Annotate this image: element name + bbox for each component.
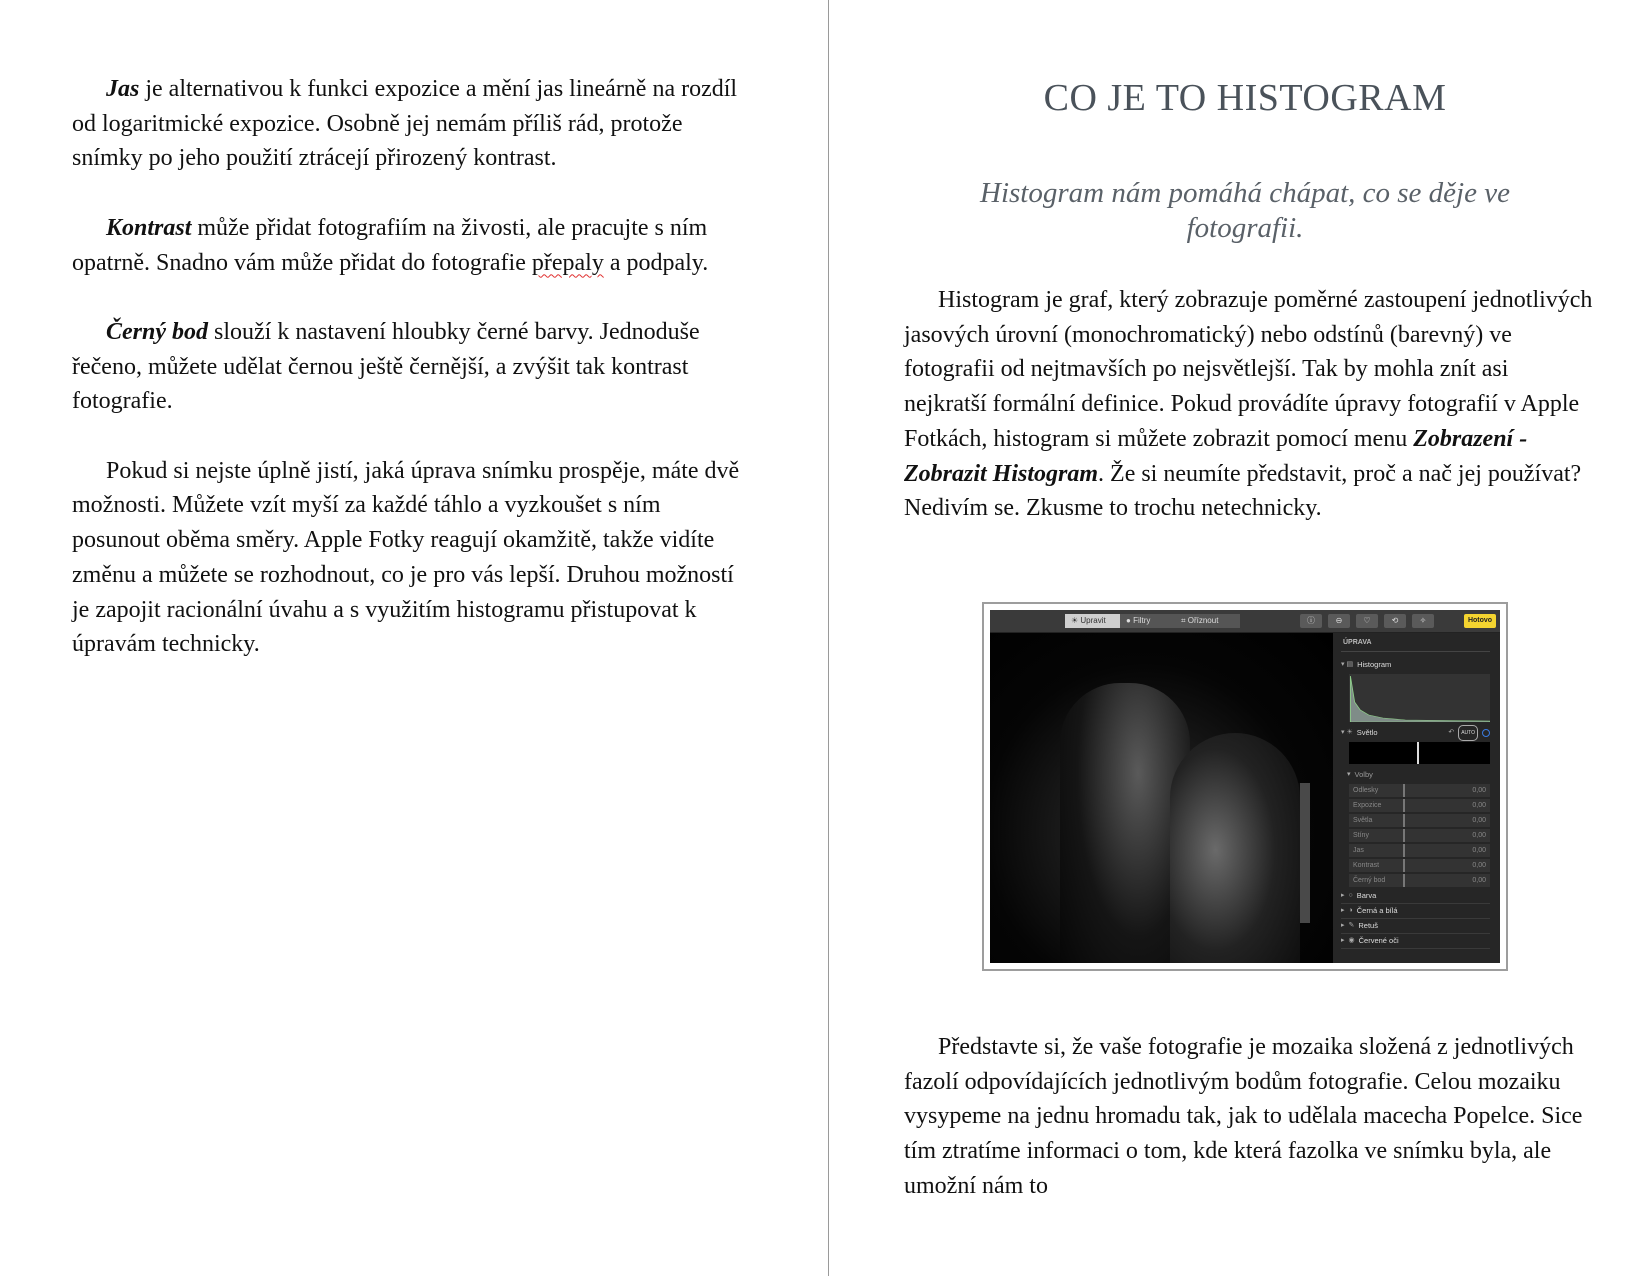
slider-odlesky <box>1349 784 1490 797</box>
section-label: Černá a bílá <box>1356 906 1398 915</box>
right-page-paragraph-1 <box>904 283 1594 561</box>
slider-label: Světla <box>1349 814 1405 827</box>
color-wheel-icon: ○ <box>1348 892 1353 899</box>
section-label: Červené oči <box>1358 936 1399 945</box>
photos-app-window <box>990 610 1500 963</box>
section-label: Retuš <box>1358 921 1378 930</box>
section-label: Volby <box>1354 770 1373 779</box>
paragraph <box>72 72 752 176</box>
right-page-paragraph-2 <box>904 1030 1594 1238</box>
slider-value: 0,00 <box>1472 787 1486 794</box>
tab-oriznout: ⌗ Oříznout <box>1175 614 1240 628</box>
tab-label: Oříznout <box>1187 616 1219 625</box>
misspelled-word: přepaly <box>531 249 604 276</box>
tab-label: Filtry <box>1133 616 1151 625</box>
section-label: Barva <box>1356 891 1377 900</box>
emphasis-term: Jas <box>106 76 140 102</box>
section-row: ▸ ○ Barva <box>1341 889 1490 904</box>
section-label: Histogram <box>1357 660 1392 669</box>
slider-list <box>1341 784 1490 887</box>
paragraph <box>72 454 752 662</box>
auto-badge: AUTO <box>1458 725 1478 741</box>
minus-circle-icon: ⊖ <box>1328 614 1350 628</box>
slider-value: 0,00 <box>1472 817 1486 824</box>
slider-value: 0,00 <box>1472 832 1486 839</box>
paragraph <box>904 1030 1594 1204</box>
slider-label: Expozice <box>1349 799 1405 812</box>
edit-panel <box>1333 633 1500 963</box>
rotate-icon: ⟲ <box>1384 614 1406 628</box>
chapter-heading: CO JE TO HISTOGRAM <box>1043 77 1447 119</box>
chapter-subtitle: Histogram nám pomáhá chápat, co se děje ve fotografii. <box>980 177 1510 244</box>
text-run: a podpaly. <box>603 249 709 276</box>
histogram-graph <box>1349 674 1490 722</box>
text-run: Histogram je graf, který zobrazuje poměrné zastoupení jednotlivých jasových úrovní (monochromatický) nebo odstínů (barevný) ve fotografii od nejtmavších po nejsvětlejší. Tak by mohla znít asi nejkratší formální definice. Pokud provádíte úpravy fotografií v Apple Fotkách, histogram si můžete zobrazit pomocí menu <box>904 287 1593 452</box>
photo-preview <box>990 633 1333 963</box>
slider-value: 0,00 <box>1472 847 1486 854</box>
tab-label: Upravit <box>1080 616 1106 625</box>
emphasis-term: Černý bod <box>106 318 208 345</box>
done-button: Hotovo <box>1464 614 1496 628</box>
text-run: je alternativou k funkci expozice a mění jas lineárně na rozdíl od logaritmické expozice. Osobně jej nemám příliš rád, protože snímky po jeho použití ztrácejí přirozený kontrast. <box>72 76 738 172</box>
left-page-text <box>72 72 752 697</box>
text-run: Představte si, že vaše fotografie je mozaika složená z jednotlivých fazolí odpovídajících jednotlivým bodům fotografie. Celou mozaiku vysypeme na jednu hromadu tak, jak to udělala macecha Popelce. Sice tím ztratíme informaci o tom, kde která fazolka ve snímku byla, ale umožní nám to <box>904 1034 1583 1199</box>
section-list <box>1341 889 1490 949</box>
text-run: může přidat fotografiím na živosti, ale pracujte s ním opatrně. Snadno vám může přidat do fotografie <box>72 214 708 276</box>
slider-expozice <box>1349 799 1490 812</box>
photos-app-screenshot <box>982 602 1508 971</box>
slider-label: Jas <box>1349 844 1405 857</box>
slider-černý-bod <box>1349 874 1490 887</box>
retouch-icon: ✎ <box>1348 922 1355 929</box>
slider-světla <box>1349 814 1490 827</box>
text-run: . Že si neumíte představit, proč a nač jej používat? Nedivím se. Zkusme to trochu netechnicky. <box>904 460 1582 522</box>
emphasis-term: Zobrazení - Zobrazit Histogram <box>904 425 1528 487</box>
histogram-section: ▾ ▤ Histogram <box>1341 658 1490 672</box>
tab-filtry: ● Filtry <box>1120 614 1175 628</box>
app-toolbar <box>990 610 1500 633</box>
text-run: Pokud si nejste úplně jistí, jaká úprava snímku prospěje, máte dvě možnosti. Můžete vzít myší za každé táhlo a vyzkoušet s ním posunout oběma směry. Apple Fotky reagují okamžitě, takže vidíte změnu a můžete se rozhodnout, co je pro vás lepší. Druhou možností je zapojit racionální úvahu a s využitím histogramu přistupovat k úpravám technicky. <box>72 457 740 658</box>
section-row: ▸ ◉ Červené oči <box>1341 934 1490 949</box>
info-icon: ⓘ <box>1300 614 1322 628</box>
slider-value: 0,00 <box>1472 877 1486 884</box>
slider-label: Kontrast <box>1349 859 1405 872</box>
slider-value: 0,00 <box>1472 862 1486 869</box>
light-thumbnails <box>1349 742 1490 764</box>
undo-icon: ↶ <box>1448 729 1455 736</box>
section-row: ▸ ✎ Retuš <box>1341 919 1490 934</box>
slider-label: Černý bod <box>1349 874 1405 887</box>
black-white-icon: ◑ <box>1348 907 1353 914</box>
heart-icon: ♡ <box>1356 614 1378 628</box>
slider-label: Stíny <box>1349 829 1405 842</box>
magic-wand-icon: ✧ <box>1412 614 1434 628</box>
slider-stíny <box>1349 829 1490 842</box>
slider-kontrast <box>1349 859 1490 872</box>
options-section: ▾ Volby <box>1341 768 1490 782</box>
section-row: ▸ ◑ Černá a bílá <box>1341 904 1490 919</box>
text-run: slouží k nastavení hloubky černé barvy. Jednoduše řečeno, můžete udělat černou ještě černější, a zvýšit tak kontrast fotografie. <box>72 318 700 415</box>
tab-upravit: ☀ Upravit <box>1065 614 1120 628</box>
light-section: ▾ ☀ Světlo ↶ AUTO <box>1341 726 1490 740</box>
red-eye-icon: ◉ <box>1348 937 1355 944</box>
slider-jas <box>1349 844 1490 857</box>
paragraph <box>72 315 752 419</box>
emphasis-term: Kontrast <box>106 214 192 241</box>
toggle-circle-icon <box>1482 729 1490 737</box>
paragraph <box>904 283 1594 526</box>
slider-label: Odlesky <box>1349 784 1405 797</box>
section-label: Světlo <box>1356 728 1378 737</box>
page-divider <box>828 0 829 1276</box>
paragraph <box>72 211 752 280</box>
slider-value: 0,00 <box>1472 802 1486 809</box>
panel-title: ÚPRAVA <box>1341 637 1490 652</box>
